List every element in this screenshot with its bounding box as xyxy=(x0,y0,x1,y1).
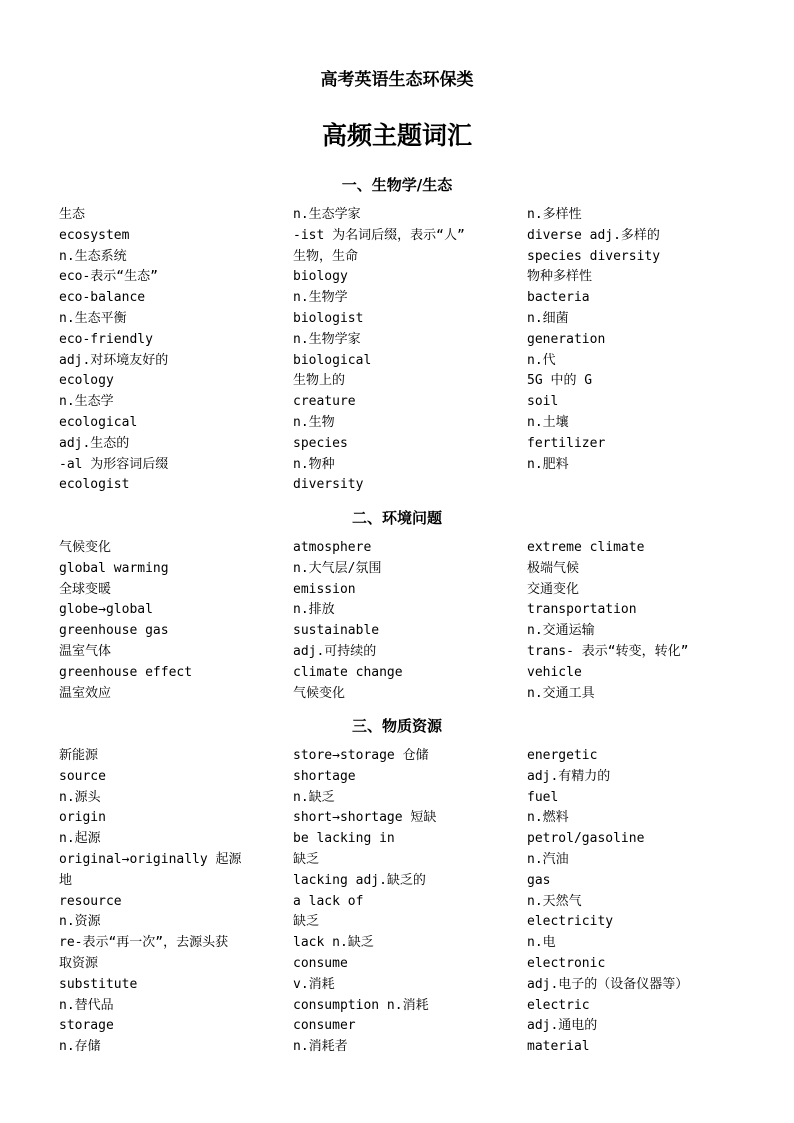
vocab-column-2 xyxy=(293,746,527,1058)
vocab-entry: n.生态系统 xyxy=(59,248,127,264)
vocab-entry: 生物上的 xyxy=(293,373,346,389)
vocab-entry: eco-friendly xyxy=(59,331,153,347)
vocab-entry: electronic xyxy=(527,955,606,971)
vocab-entry: 生态 xyxy=(59,207,86,222)
vocab-entry: short→shortage 短缺 xyxy=(293,810,437,826)
vocab-column-1 xyxy=(59,538,293,704)
document-title: 高频主题词汇 xyxy=(321,121,472,150)
vocab-entry: substitute xyxy=(59,976,138,992)
vocab-entry: biologist xyxy=(293,310,364,326)
vocab-entry: n.生物 xyxy=(293,414,335,430)
vocab-entry: biological xyxy=(293,352,372,368)
vocab-entry: global warming xyxy=(59,560,169,576)
vocab-entry: resource xyxy=(59,893,122,909)
vocab-entry: n.源头 xyxy=(59,789,101,805)
vocab-entry: 气候变化 xyxy=(59,540,112,555)
vocab-entry: -al 为形容词后缀 xyxy=(59,456,169,472)
vocab-entry: 5G 中的 G xyxy=(527,373,593,389)
document-subtitle: 高考英语生态环保类 xyxy=(320,70,474,90)
vocab-entry: consumption n.消耗 xyxy=(293,997,429,1013)
vocab-entry: petrol/gasoline xyxy=(527,831,645,847)
vocab-entry: n.起源 xyxy=(59,831,101,847)
vocab-entry: n.交通运输 xyxy=(527,623,595,639)
vocab-entry: 温室效应 xyxy=(59,685,112,701)
vocab-entry: n.消耗者 xyxy=(293,1039,348,1055)
vocab-entry: lack n.缺乏 xyxy=(293,935,374,951)
vocab-entry: 生物，生命 xyxy=(293,248,359,264)
vocab-entry: adj.可持续的 xyxy=(293,643,377,659)
vocab-entry: lacking adj.缺乏的 xyxy=(293,872,426,888)
vocab-entry: n.替代品 xyxy=(59,997,114,1013)
vocab-entry: 交通变化 xyxy=(527,581,580,597)
vocab-entry: n.天然气 xyxy=(527,893,582,909)
vocab-entry: 新能源 xyxy=(59,748,99,763)
vocab-entry: diverse adj.多样的 xyxy=(527,227,660,243)
vocab-entry: emission xyxy=(293,581,356,597)
vocab-entry: consume xyxy=(293,955,348,971)
vocab-entry: transportation xyxy=(527,602,637,618)
vocab-entry: adj.有精力的 xyxy=(527,768,611,784)
vocab-entry: be lacking in xyxy=(293,831,395,847)
vocab-entry: n.资源 xyxy=(59,914,101,930)
vocab-entry: energetic xyxy=(527,748,598,763)
vocab-entry: soil xyxy=(527,394,559,410)
vocab-entry: 极端气候 xyxy=(527,560,580,576)
vocab-entry: fertilizer xyxy=(527,435,606,451)
vocab-column-3 xyxy=(527,205,761,496)
section-biology-vocab xyxy=(59,205,779,496)
vocab-entry: storage xyxy=(59,1018,114,1034)
vocab-entry: n.燃料 xyxy=(527,810,569,826)
vocab-entry: origin xyxy=(59,810,106,826)
vocab-entry: consumer xyxy=(293,1018,356,1034)
vocab-entry: fuel xyxy=(527,789,559,805)
vocab-entry: ecologist xyxy=(59,477,130,493)
vocab-entry: source xyxy=(59,768,106,784)
vocab-entry: -ist 为名词后缀，表示“人” xyxy=(293,227,465,243)
vocab-entry: atmosphere xyxy=(293,540,372,555)
vocab-entry: n.肥料 xyxy=(527,456,569,472)
vocab-entry: n.多样性 xyxy=(527,207,582,222)
vocab-entry: ecosystem xyxy=(59,227,130,243)
vocab-entry: n.存储 xyxy=(59,1039,101,1055)
vocab-entry: n.物种 xyxy=(293,456,335,472)
section-heading-biology: 一、生物学/生态 xyxy=(341,176,453,194)
vocab-entry: eco-表示“生态” xyxy=(59,269,158,285)
vocab-entry: creature xyxy=(293,394,356,410)
vocab-entry: globe→global xyxy=(59,602,153,618)
vocab-entry: 物种多样性 xyxy=(527,269,593,285)
vocab-entry: bacteria xyxy=(527,290,590,306)
vocab-entry: electric xyxy=(527,997,590,1013)
vocab-column-1 xyxy=(59,746,293,1058)
vocab-column-3 xyxy=(527,746,761,1058)
section-heading-environment: 二、环境问题 xyxy=(351,509,442,527)
vocab-column-1 xyxy=(59,205,293,496)
vocab-entry: gas xyxy=(527,872,551,888)
vocab-entry: vehicle xyxy=(527,664,582,680)
vocab-entry: greenhouse gas xyxy=(59,623,169,639)
vocab-entry: n.交通工具 xyxy=(527,685,595,701)
vocab-entry: adj.对环境友好的 xyxy=(59,352,169,368)
vocab-column-3 xyxy=(527,538,761,704)
vocab-entry: 气候变化 xyxy=(293,685,346,701)
vocab-entry: n.代 xyxy=(527,352,556,368)
vocab-entry: n.细菌 xyxy=(527,310,569,326)
vocab-entry: material xyxy=(527,1039,590,1055)
section-environment-vocab xyxy=(59,538,779,704)
vocab-entry: extreme climate xyxy=(527,540,645,555)
vocab-entry: n.生物学家 xyxy=(293,331,361,347)
vocab-entry: adj.电子的（设备仪器等） xyxy=(527,976,689,992)
vocab-entry: n.汽油 xyxy=(527,851,569,867)
vocab-entry: climate change xyxy=(293,664,403,680)
vocab-entry: trans- 表示“转变，转化” xyxy=(527,643,689,659)
vocab-entry: sustainable xyxy=(293,623,380,639)
vocab-entry: ecological xyxy=(59,414,138,430)
vocab-entry: n.生物学 xyxy=(293,290,348,306)
vocab-entry: adj.通电的 xyxy=(527,1018,598,1034)
vocab-column-2 xyxy=(293,538,527,704)
vocab-entry: species diversity xyxy=(527,248,661,264)
vocab-entry: n.土壤 xyxy=(527,414,569,430)
vocab-entry: shortage xyxy=(293,768,356,784)
section-heading-resources: 三、物质资源 xyxy=(351,717,442,735)
vocab-entry: re-表示“再一次”，去源头获 xyxy=(59,935,229,951)
vocab-column-2 xyxy=(293,205,527,496)
vocab-entry: species xyxy=(293,435,348,451)
vocab-entry: 地 xyxy=(59,872,73,888)
vocab-entry: a lack of xyxy=(293,893,364,909)
vocab-entry: biology xyxy=(293,269,348,285)
vocab-entry: 缺乏 xyxy=(293,914,320,930)
section-resources-vocab xyxy=(59,746,779,1058)
vocab-entry: n.缺乏 xyxy=(293,789,335,805)
vocab-entry: 温室气体 xyxy=(59,643,112,659)
vocab-entry: diversity xyxy=(293,477,364,493)
vocab-entry: 取资源 xyxy=(59,955,99,971)
vocab-entry: original→originally 起源 xyxy=(59,851,242,867)
vocab-entry: n.生态学 xyxy=(59,394,114,410)
vocab-entry: greenhouse effect xyxy=(59,664,193,680)
vocab-entry: generation xyxy=(527,331,606,347)
vocab-entry: n.生态学家 xyxy=(293,207,361,222)
vocab-entry: n.生态平衡 xyxy=(59,310,127,326)
vocab-entry: v.消耗 xyxy=(293,976,335,992)
vocab-entry: eco-balance xyxy=(59,290,146,306)
vocab-entry: store→storage 仓储 xyxy=(293,748,429,763)
vocab-entry: electricity xyxy=(527,914,614,930)
vocab-entry: 全球变暖 xyxy=(59,581,112,597)
vocab-entry: n.排放 xyxy=(293,602,335,618)
vocab-entry: 缺乏 xyxy=(293,851,320,867)
vocab-entry: n.大气层/氛围 xyxy=(293,560,382,576)
vocab-entry: n.电 xyxy=(527,935,556,951)
vocab-entry: ecology xyxy=(59,373,114,389)
vocab-entry: adj.生态的 xyxy=(59,435,130,451)
